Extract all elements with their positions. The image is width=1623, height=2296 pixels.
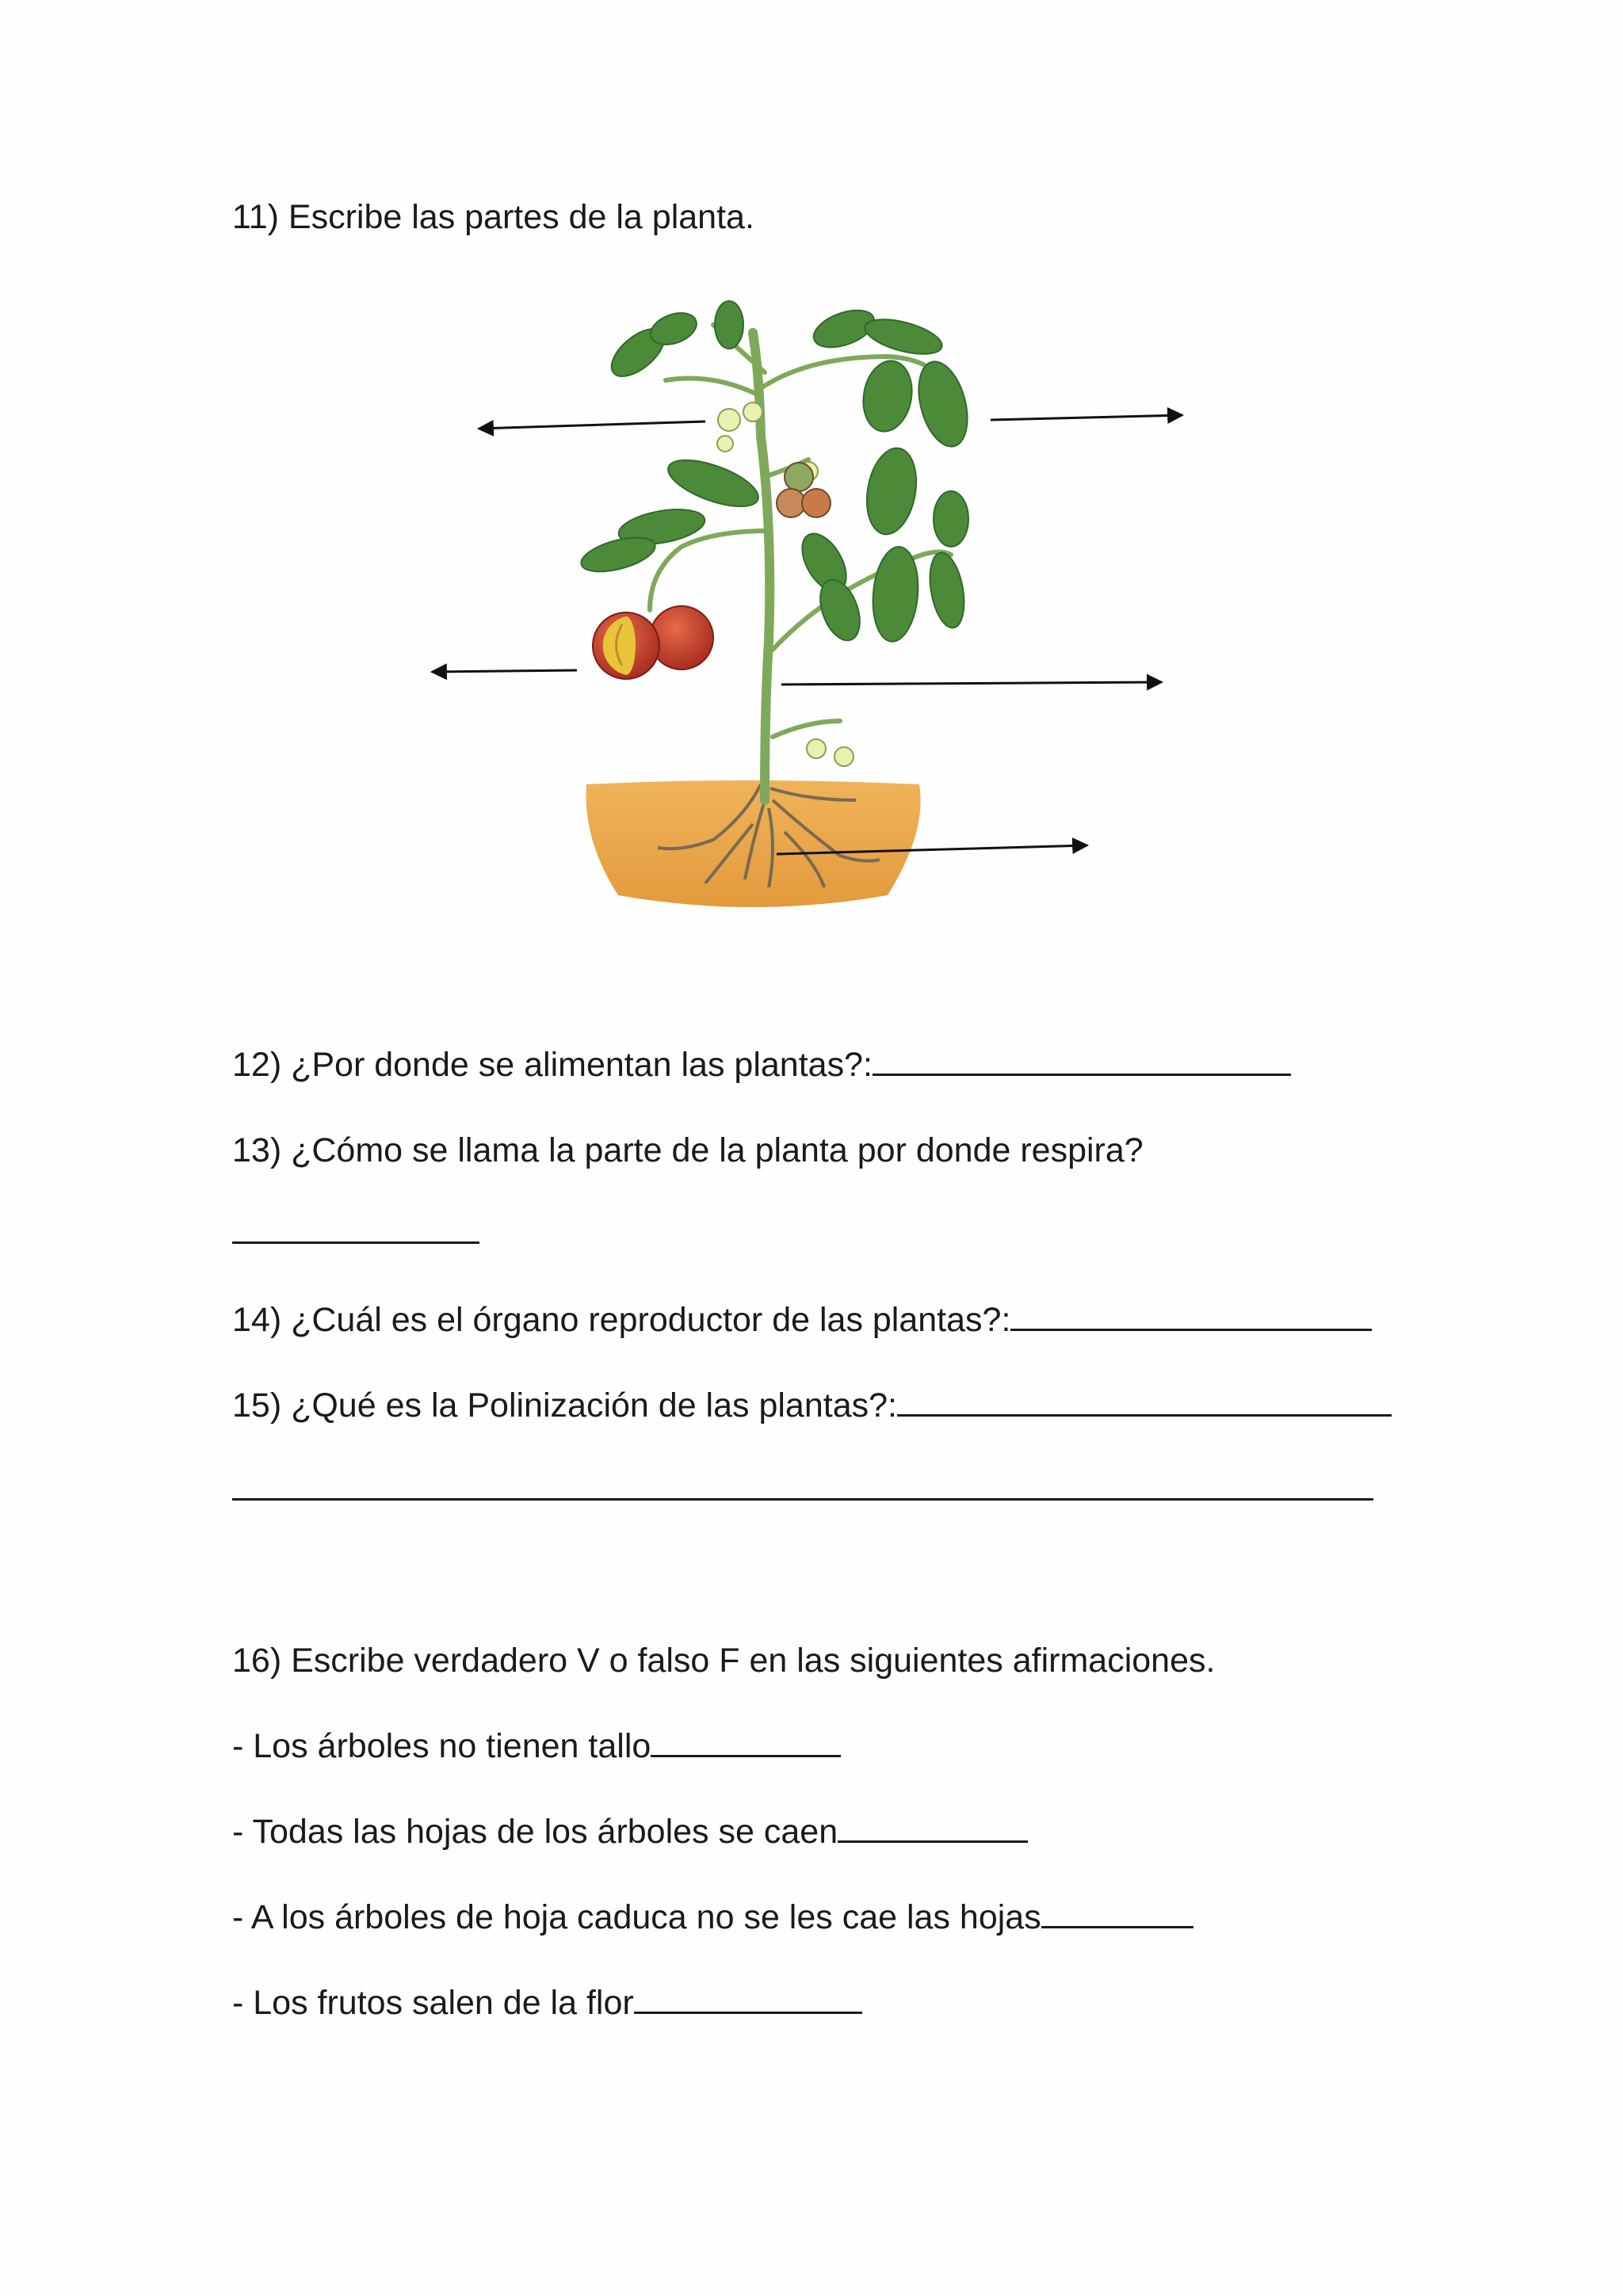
- statement-text: - A los árboles de hoja caduca no se les cae las hojas: [232, 1898, 1041, 1936]
- question-13-answer: [232, 1212, 479, 1253]
- arrow-fruit: [432, 670, 577, 672]
- question-12: [232, 1044, 1291, 1085]
- arrow-stem: [781, 682, 1162, 685]
- statement-1: [232, 1726, 841, 1767]
- statement-text: - Todas las hojas de los árboles se caen: [232, 1813, 838, 1851]
- question-13-text: 13) ¿Cómo se llama la parte de la planta por donde respira?: [232, 1131, 1144, 1169]
- tomatoes: [593, 606, 713, 679]
- answer-blank-13[interactable]: [232, 1213, 479, 1244]
- answer-blank-15[interactable]: [897, 1386, 1392, 1417]
- question-15-text: 15) ¿Qué es la Polinización de las plantas?:: [232, 1386, 897, 1425]
- question-15-answer: [232, 1469, 1373, 1510]
- statement-text: - Los frutos salen de la flor: [232, 1984, 634, 2022]
- question-12-text: 12) ¿Por donde se alimentan las plantas?:: [232, 1046, 873, 1084]
- question-13: [232, 1130, 1144, 1171]
- arrow-flower: [479, 421, 705, 429]
- question-11-text: 11) Escribe las partes de la planta.: [232, 198, 754, 236]
- question-14-text: 14) ¿Cuál es el órgano reproductor de las plantas?:: [232, 1301, 1011, 1339]
- question-15: [232, 1385, 1392, 1426]
- plant-diagram: [412, 293, 1205, 959]
- question-16: [232, 1640, 1215, 1681]
- arrow-leaf: [991, 415, 1182, 420]
- answer-blank-statement-2[interactable]: [838, 1812, 1028, 1843]
- statement-4: [232, 1982, 862, 2023]
- statement-3: [232, 1897, 1193, 1938]
- answer-blank-14[interactable]: [1010, 1300, 1372, 1331]
- answer-blank-12[interactable]: [873, 1045, 1291, 1076]
- answer-blank-statement-4[interactable]: [634, 1983, 862, 2014]
- question-16-text: 16) Escribe verdadero V o falso F en las siguientes afirmaciones.: [232, 1642, 1216, 1680]
- statement-2: [232, 1811, 1028, 1852]
- answer-blank-statement-3[interactable]: [1041, 1897, 1193, 1928]
- question-11: [232, 196, 754, 238]
- answer-blank-statement-1[interactable]: [651, 1726, 841, 1757]
- statement-text: - Los árboles no tienen tallo: [232, 1727, 651, 1765]
- question-14: [232, 1299, 1372, 1341]
- answer-blank-15b[interactable]: [232, 1470, 1373, 1501]
